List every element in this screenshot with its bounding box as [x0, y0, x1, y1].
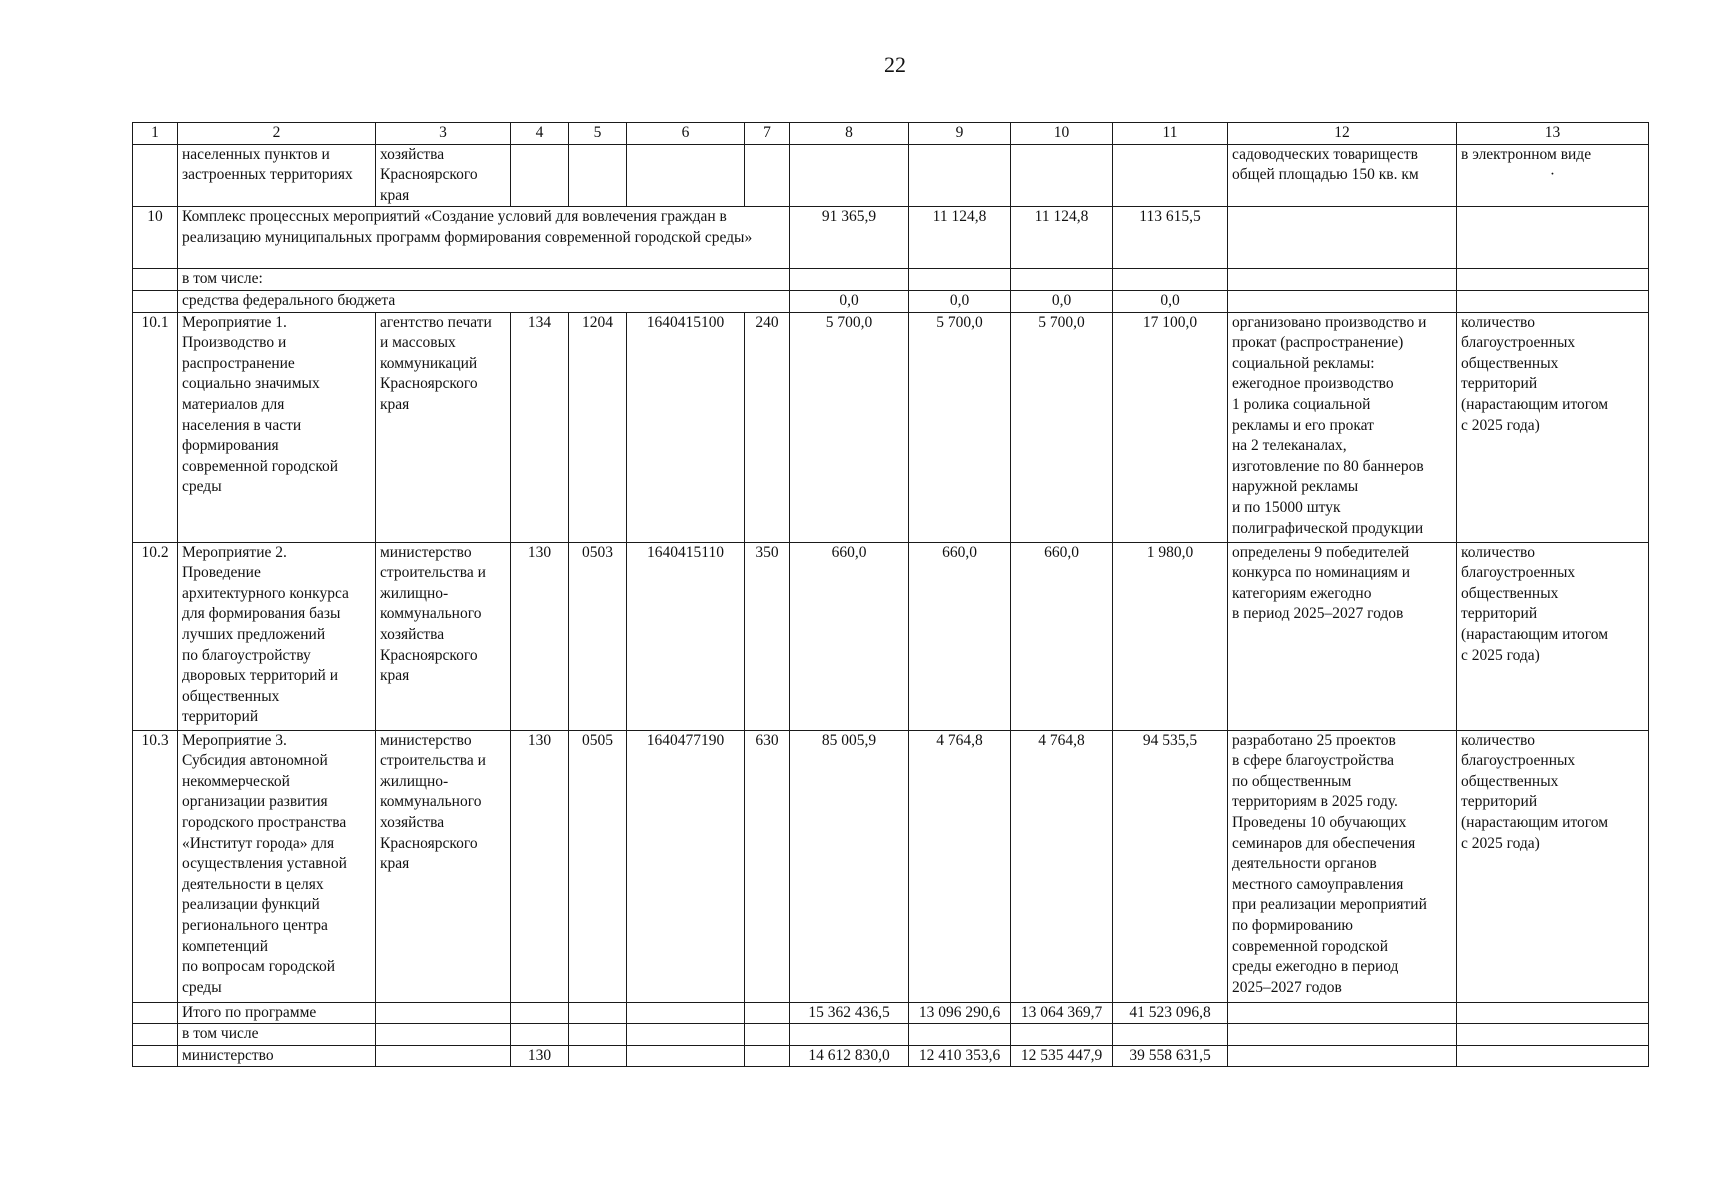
header-cell-5: 5: [569, 123, 627, 145]
code-col4: 134: [511, 312, 569, 542]
header-cell-4: 4: [511, 123, 569, 145]
including-label: в том числе: [178, 1024, 376, 1046]
table-row-10-2: [133, 542, 1649, 730]
row-number: 10.3: [133, 730, 178, 1002]
value-col8: 0,0: [790, 290, 909, 312]
code-col5: 0505: [569, 730, 627, 1002]
header-cell-13: 13: [1457, 123, 1649, 145]
value-col9: 660,0: [909, 542, 1011, 730]
header-cell-9: 9: [909, 123, 1011, 145]
result-cell: разработано 25 проектов в сфере благоустройства по общественным территориям в 2025 году. Проведены 10 обучающих семинаров для обеспечения деятельности органов местного самоуправления при реализации мероприятий по формированию современной городской среды ежегодно в период 2025–2027 годов: [1228, 730, 1457, 1002]
value-col8: 85 005,9: [790, 730, 909, 1002]
header-cell-3: 3: [376, 123, 511, 145]
code-col6: 1640415110: [627, 542, 745, 730]
result-cell: организовано производство и прокат (распространение) социальной рекламы: ежегодное производство 1 ролика социальной рекламы и его прокат на 2 телеканалах, изготовление по 80 баннеров наружной рекламы и по 15000 штук полиграфической продукции: [1228, 312, 1457, 542]
header-cell-8: 8: [790, 123, 909, 145]
complex-name-cell: Комплекс процессных мероприятий «Создание условий для вовлечения граждан в реализацию муниципальных программ формирования современной городской среды»: [178, 207, 790, 269]
value-col8: 15 362 436,5: [790, 1002, 909, 1024]
table-row-10-1: [133, 312, 1649, 542]
cont-executor-cell: хозяйства Красноярского края: [376, 144, 511, 207]
cont-result-cell: садоводческих товариществ общей площадью 150 кв. км: [1228, 144, 1457, 207]
value-col9: 0,0: [909, 290, 1011, 312]
value-col9: 12 410 353,6: [909, 1045, 1011, 1067]
indicator-cell: количество благоустроенных общественных территорий (нарастающим итогом с 2025 года): [1457, 730, 1649, 1002]
measure-name-cell: Мероприятие 3. Субсидия автономной некоммерческой организации развития городского пространства «Институт города» для осуществления уставной деятельности в целях реализации функций регионального центра компетенций по вопросам городской среды: [178, 730, 376, 1002]
value-col9: 4 764,8: [909, 730, 1011, 1002]
header-row: [133, 123, 1649, 145]
table-row-continuation: [133, 144, 1649, 207]
header-cell-11: 11: [1113, 123, 1228, 145]
value-col8: 14 612 830,0: [790, 1045, 909, 1067]
header-cell-6: 6: [627, 123, 745, 145]
page-number: 22: [884, 52, 906, 77]
code-col6: 1640415100: [627, 312, 745, 542]
indicator-cell: количество благоустроенных общественных территорий (нарастающим итогом с 2025 года): [1457, 542, 1649, 730]
value-col10: 4 764,8: [1011, 730, 1113, 1002]
code-col5: 0503: [569, 542, 627, 730]
table-row-ministry: [133, 1045, 1649, 1067]
table-row-total: [133, 1002, 1649, 1024]
code-col7: 630: [745, 730, 790, 1002]
executor-cell: агентство печати и массовых коммуникаций Красноярского края: [376, 312, 511, 542]
measure-name-cell: Мероприятие 2. Проведение архитектурного конкурса для формирования базы лучших предложений по благоустройству дворовых территорий и общественных территорий: [178, 542, 376, 730]
value-col11: 113 615,5: [1113, 207, 1228, 269]
result-cell: определены 9 победителей конкурса по номинациям и категориям ежегодно в период 2025–2027 годов: [1228, 542, 1457, 730]
code-col4: 130: [511, 730, 569, 1002]
cont-name-cell: населенных пунктов и застроенных территориях: [178, 144, 376, 207]
value-col8: 91 365,9: [790, 207, 909, 269]
value-col10: 660,0: [1011, 542, 1113, 730]
ministry-label: министерство: [178, 1045, 376, 1067]
value-col11: 17 100,0: [1113, 312, 1228, 542]
program-table: [132, 122, 1649, 1067]
row-number: 10.1: [133, 312, 178, 542]
value-col11: 39 558 631,5: [1113, 1045, 1228, 1067]
table-row-including-2: [133, 1024, 1649, 1046]
indicator-cell: количество благоустроенных общественных территорий (нарастающим итогом с 2025 года): [1457, 312, 1649, 542]
code-col7: 350: [745, 542, 790, 730]
value-col8: 660,0: [790, 542, 909, 730]
executor-cell: министерство строительства и жилищно- коммунального хозяйства Красноярского края: [376, 730, 511, 1002]
cont-indicator-cell: в электронном виде ·: [1457, 144, 1649, 207]
header-cell-10: 10: [1011, 123, 1113, 145]
measure-name-cell: Мероприятие 1. Производство и распространение социально значимых материалов для населения в части формирования современной городской среды: [178, 312, 376, 542]
header-cell-1: 1: [133, 123, 178, 145]
value-col8: 5 700,0: [790, 312, 909, 542]
value-col9: 5 700,0: [909, 312, 1011, 542]
speck-mark: ·: [1549, 166, 1556, 184]
value-col10: 11 124,8: [1011, 207, 1113, 269]
value-col9: 13 096 290,6: [909, 1002, 1011, 1024]
value-col10: 12 535 447,9: [1011, 1045, 1113, 1067]
value-col11: 94 535,5: [1113, 730, 1228, 1002]
value-col11: 0,0: [1113, 290, 1228, 312]
code-col4: 130: [511, 542, 569, 730]
code-col5: 1204: [569, 312, 627, 542]
header-cell-2: 2: [178, 123, 376, 145]
table-row-including: [133, 269, 1649, 291]
total-label: Итого по программе: [178, 1002, 376, 1024]
executor-cell: министерство строительства и жилищно- коммунального хозяйства Красноярского края: [376, 542, 511, 730]
federal-budget-label: средства федерального бюджета: [178, 290, 790, 312]
value-col10: 0,0: [1011, 290, 1113, 312]
value-col10: 13 064 369,7: [1011, 1002, 1113, 1024]
code-col7: 240: [745, 312, 790, 542]
row-number: 10.2: [133, 542, 178, 730]
including-label: в том числе:: [178, 269, 790, 291]
row-number: 10: [133, 207, 178, 269]
code-col4: 130: [511, 1045, 569, 1067]
value-col9: 11 124,8: [909, 207, 1011, 269]
table-row-federal-budget: [133, 290, 1649, 312]
table-row-10-3: [133, 730, 1649, 1002]
code-col6: 1640477190: [627, 730, 745, 1002]
table-row-10: [133, 207, 1649, 269]
value-col11: 41 523 096,8: [1113, 1002, 1228, 1024]
value-col10: 5 700,0: [1011, 312, 1113, 542]
header-cell-12: 12: [1228, 123, 1457, 145]
header-cell-7: 7: [745, 123, 790, 145]
value-col11: 1 980,0: [1113, 542, 1228, 730]
